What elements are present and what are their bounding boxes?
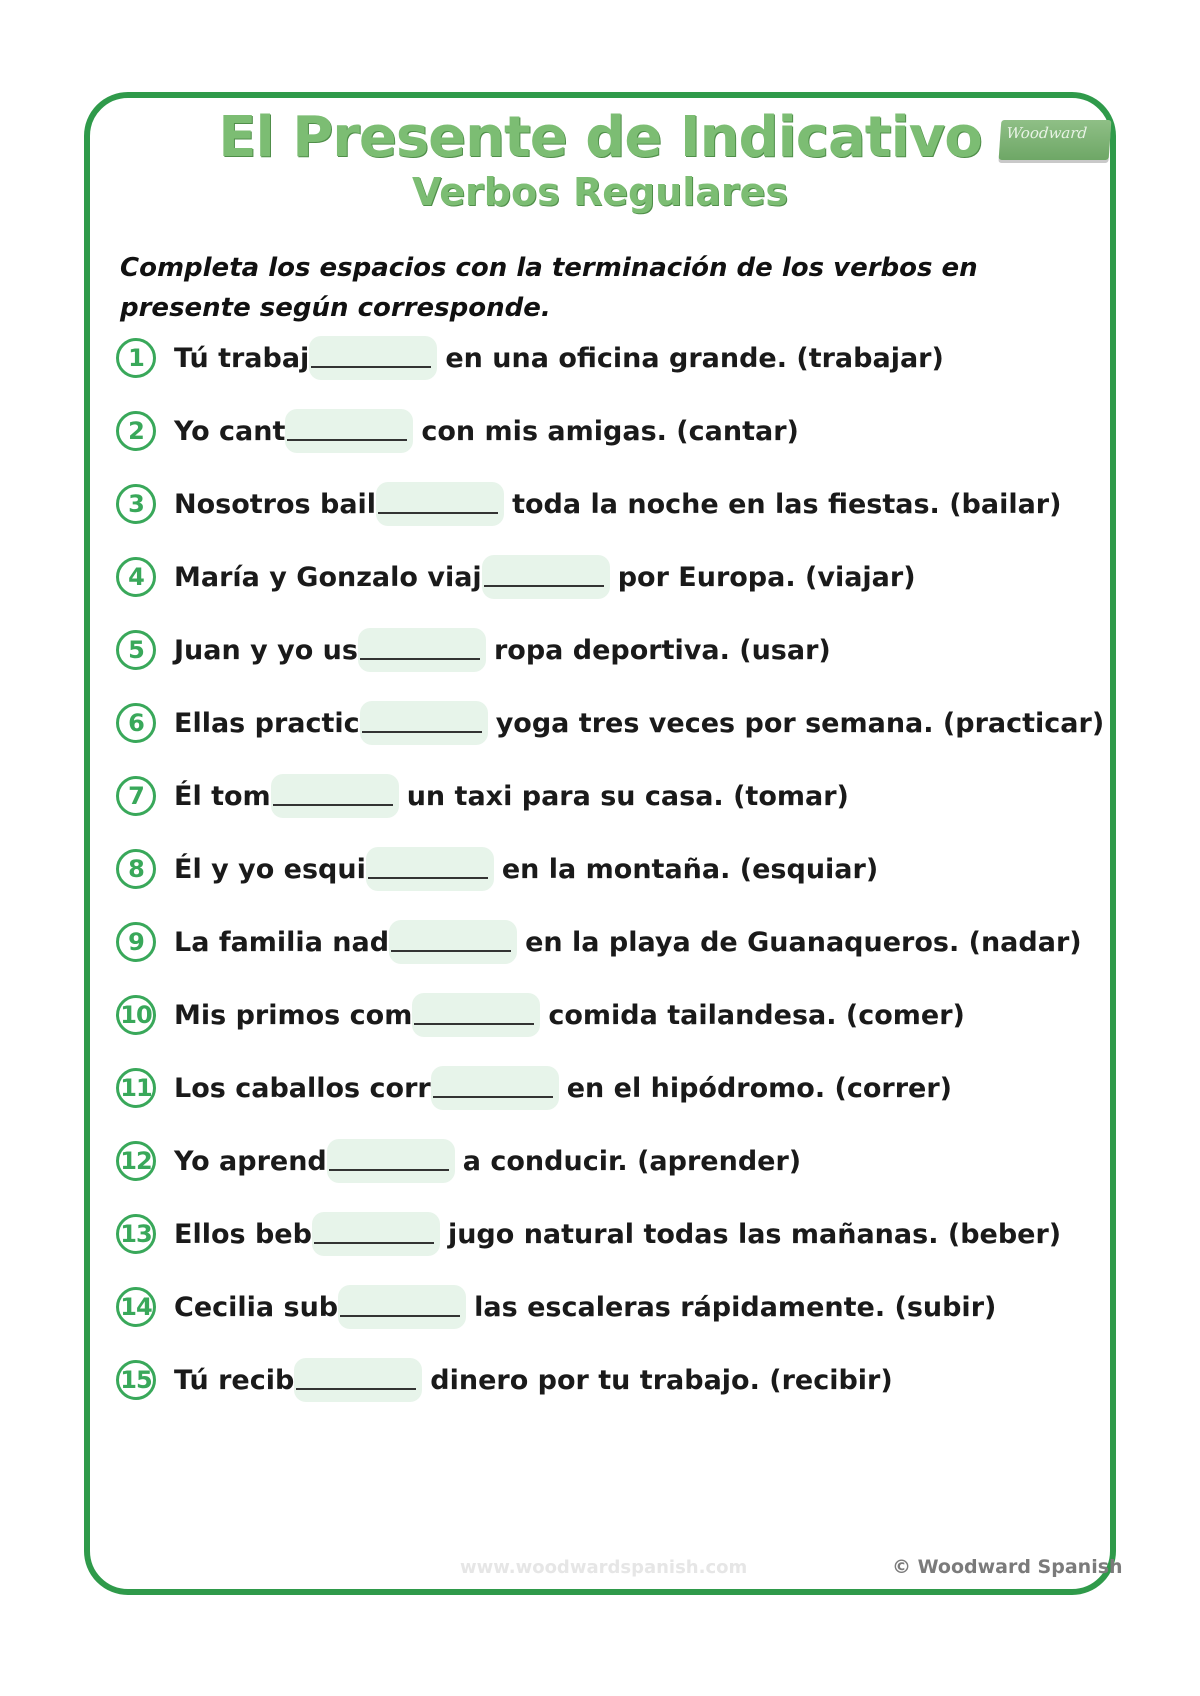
answer-blank[interactable]	[338, 1285, 466, 1329]
exercise-stem: Nosotros bail	[174, 488, 377, 520]
instructions: Completa los espacios con la terminación de los verbos en presente según corresponde.	[120, 253, 978, 323]
exercise-number: 12	[116, 1141, 156, 1181]
exercise-number: 6	[116, 703, 156, 743]
answer-blank[interactable]	[366, 847, 494, 891]
answer-blank[interactable]	[309, 336, 437, 380]
exercise-number: 9	[116, 922, 156, 962]
exercise-stem: Tú trabaj	[174, 342, 310, 374]
page-subtitle: Verbos Regulares	[411, 170, 789, 214]
exercise-number: 4	[116, 557, 156, 597]
exercise-rest: en la playa de Guanaqueros. (nadar)	[525, 926, 1082, 958]
exercise-stem: Yo cant	[174, 415, 286, 447]
exercise-number: 14	[116, 1287, 156, 1327]
exercise-rest: en la montaña. (esquiar)	[501, 853, 879, 885]
exercise-number: 15	[116, 1360, 156, 1400]
exercise-item	[116, 1206, 1061, 1262]
exercise-stem: Yo aprend	[174, 1145, 327, 1177]
exercise-stem: Ellas practic	[174, 707, 360, 739]
logo-text: Woodward	[1005, 124, 1088, 142]
footer-url: www.woodwardspanish.com	[460, 1557, 748, 1578]
exercise-stem: Cecilia sub	[174, 1291, 339, 1323]
exercise-stem: Ellos beb	[174, 1218, 312, 1250]
answer-blank[interactable]	[358, 628, 486, 672]
exercise-rest: con mis amigas. (cantar)	[421, 415, 799, 447]
exercise-item	[116, 841, 878, 897]
page-title: El Presente de Indicativo	[218, 105, 982, 170]
exercise-rest: en una oficina grande. (trabajar)	[445, 342, 944, 374]
answer-blank[interactable]	[412, 993, 540, 1037]
answer-blank[interactable]	[482, 555, 610, 599]
exercise-rest: en el hipódromo. (correr)	[566, 1072, 952, 1104]
exercise-stem: Él tom	[174, 780, 271, 812]
exercise-stem: La familia nad	[174, 926, 390, 958]
answer-blank[interactable]	[285, 409, 413, 453]
exercise-item	[116, 1060, 952, 1116]
exercise-number: 11	[116, 1068, 156, 1108]
exercise-rest: las escaleras rápidamente. (subir)	[474, 1291, 997, 1323]
exercise-rest: yoga tres veces por semana. (practicar)	[495, 707, 1105, 739]
exercise-number: 8	[116, 849, 156, 889]
exercise-rest: dinero por tu trabajo. (recibir)	[430, 1364, 893, 1396]
exercise-stem: María y Gonzalo viaj	[174, 561, 482, 593]
exercise-item	[116, 768, 849, 824]
exercise-rest: jugo natural todas las mañanas. (beber)	[447, 1218, 1062, 1250]
exercise-stem: Juan y yo us	[174, 634, 358, 666]
exercise-stem: Él y yo esqui	[174, 853, 366, 885]
exercise-rest: comida tailandesa. (comer)	[548, 999, 965, 1031]
exercise-number: 7	[116, 776, 156, 816]
exercise-rest: un taxi para su casa. (tomar)	[406, 780, 849, 812]
exercise-stem: Mis primos com	[174, 999, 413, 1031]
exercise-number: 1	[116, 338, 156, 378]
exercise-item	[116, 549, 916, 605]
answer-blank[interactable]	[360, 701, 488, 745]
answer-blank[interactable]	[327, 1139, 455, 1183]
exercise-number: 5	[116, 630, 156, 670]
answer-blank[interactable]	[376, 482, 504, 526]
exercise-item	[116, 330, 944, 386]
exercise-item	[116, 987, 965, 1043]
exercise-item	[116, 1352, 893, 1408]
footer-copyright: © Woodward Spanish	[892, 1556, 1123, 1578]
exercise-number: 3	[116, 484, 156, 524]
exercise-item	[116, 1279, 996, 1335]
exercise-item	[116, 622, 831, 678]
exercise-number: 13	[116, 1214, 156, 1254]
exercise-stem: Los caballos corr	[174, 1072, 431, 1104]
answer-blank[interactable]	[294, 1358, 422, 1402]
exercise-item	[116, 1133, 801, 1189]
exercise-stem: Tú recib	[174, 1364, 295, 1396]
exercise-rest: a conducir. (aprender)	[462, 1145, 802, 1177]
exercise-number: 10	[116, 995, 156, 1035]
exercise-rest: ropa deportiva. (usar)	[493, 634, 831, 666]
exercise-item	[116, 403, 799, 459]
exercise-number: 2	[116, 411, 156, 451]
answer-blank[interactable]	[312, 1212, 440, 1256]
exercise-rest: por Europa. (viajar)	[617, 561, 916, 593]
woodward-logo	[999, 120, 1112, 160]
exercise-rest: toda la noche en las fiestas. (bailar)	[512, 488, 1062, 520]
answer-blank[interactable]	[271, 774, 399, 818]
answer-blank[interactable]	[431, 1066, 559, 1110]
exercise-item	[116, 476, 1061, 532]
exercise-item	[116, 695, 1104, 751]
exercise-item	[116, 914, 1082, 970]
answer-blank[interactable]	[389, 920, 517, 964]
